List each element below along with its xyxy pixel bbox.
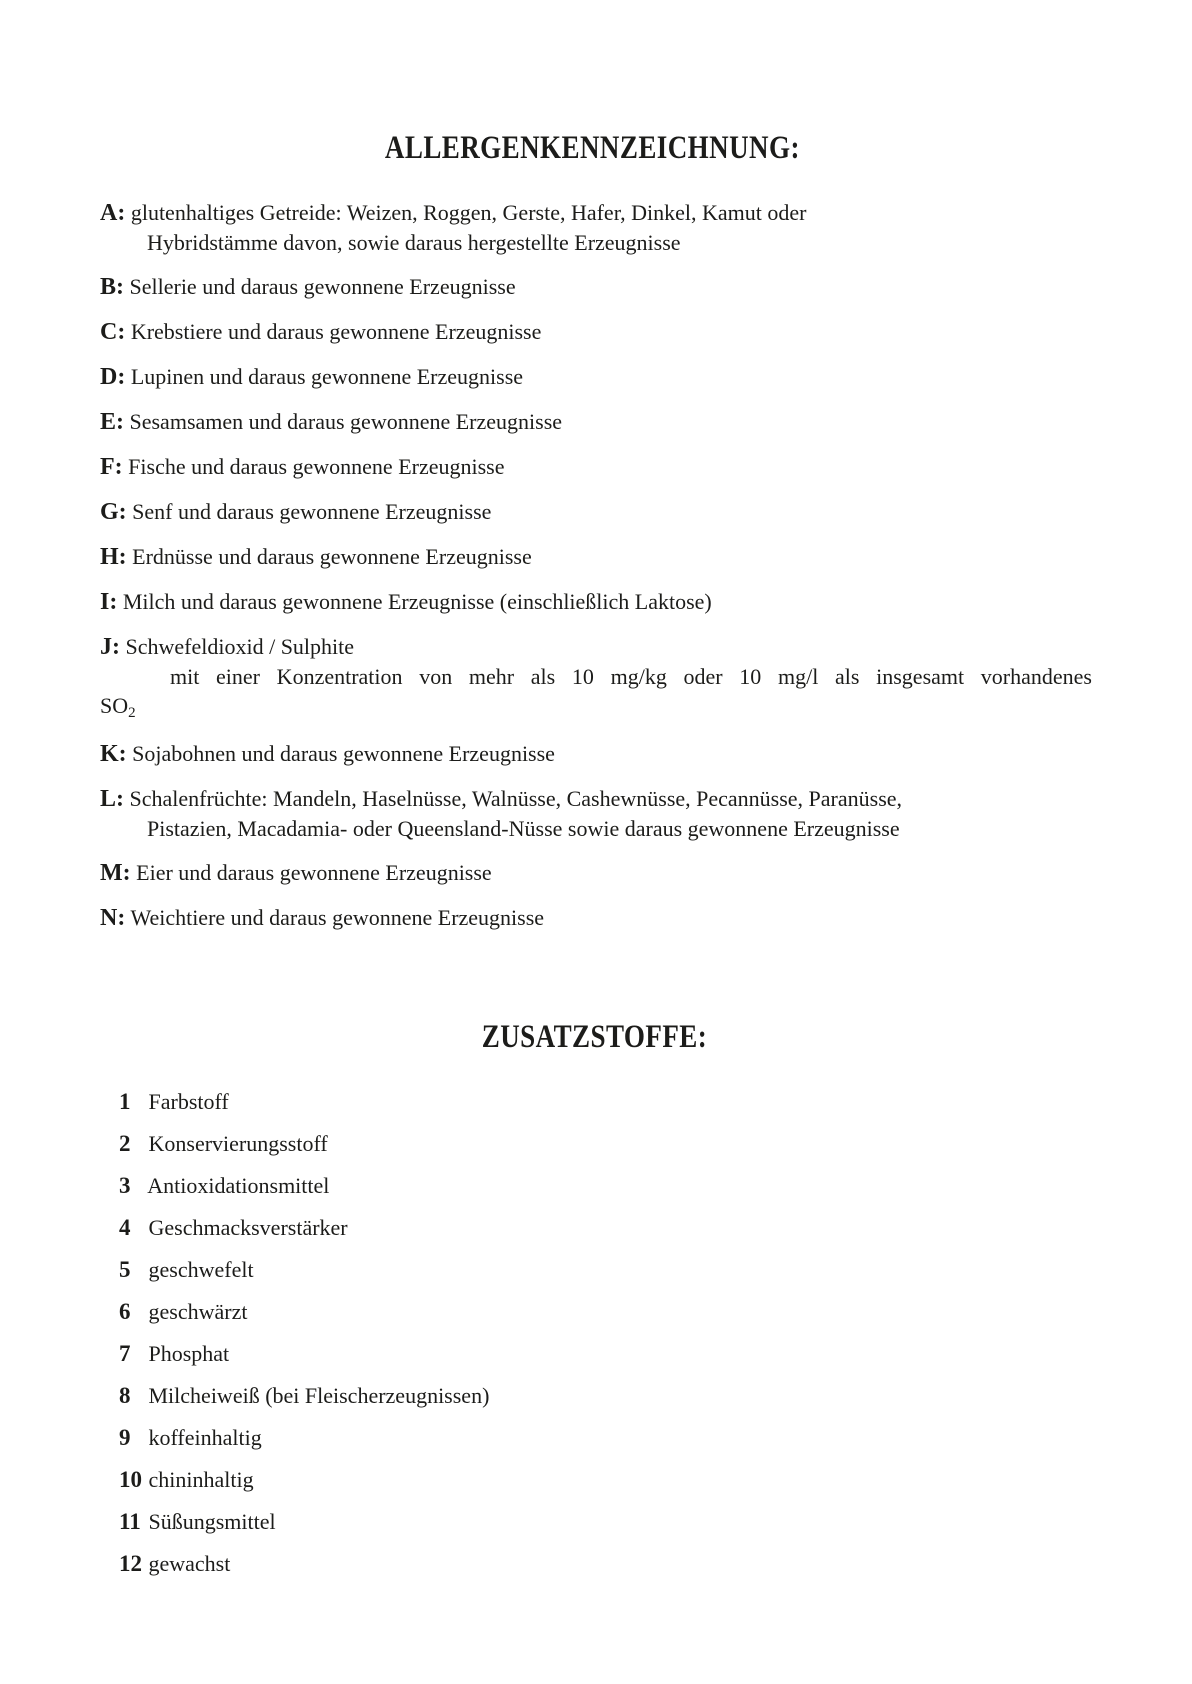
additive-item-10 [100, 1465, 1092, 1494]
allergen-text: Lupinen und daraus gewonnene Erzeugnisse [130, 364, 524, 389]
allergen-text: Eier und daraus gewonnene Erzeugnisse [136, 860, 492, 885]
allergen-line [100, 784, 1092, 814]
allergen-text: Schwefeldioxid / Sulphite [125, 634, 355, 659]
additive-label: Phosphat [148, 1341, 230, 1366]
allergen-letter: G: [100, 499, 127, 525]
additive-item-3 [100, 1171, 1092, 1200]
allergen-text: Krebstiere und daraus gewonnene Erzeugnisse [130, 319, 542, 344]
allergen-item-m [100, 858, 1092, 888]
allergen-line [100, 272, 1092, 302]
allergen-line [100, 542, 1092, 572]
additive-item-7 [100, 1339, 1092, 1368]
allergen-line [100, 858, 1092, 888]
additive-label: chininhaltig [148, 1467, 254, 1492]
additive-label: geschwärzt [148, 1299, 248, 1324]
allergen-text-continuation: Hybridstämme davon, sowie daraus hergestellte Erzeugnisse [147, 230, 681, 255]
additive-number: 3 [119, 1173, 131, 1198]
allergen-text: glutenhaltiges Getreide: Weizen, Roggen, Gerste, Hafer, Dinkel, Kamut oder [130, 200, 807, 225]
additive-number: 2 [119, 1131, 131, 1156]
allergen-text-continuation: Pistazien, Macadamia- oder Queensland-Nüsse sowie daraus gewonnene Erzeugnisse [147, 816, 900, 841]
allergen-line [100, 362, 1092, 392]
additive-item-6 [100, 1297, 1092, 1326]
allergen-text-so2 [100, 691, 1092, 724]
allergen-letter: E: [100, 409, 124, 435]
allergen-line [100, 903, 1092, 933]
allergen-line [100, 587, 1092, 617]
allergen-letter: D: [100, 364, 126, 390]
additive-number: 1 [119, 1089, 131, 1114]
additive-number: 4 [119, 1215, 131, 1240]
additive-label: gewachst [148, 1551, 231, 1576]
so2-subscript: 2 [128, 705, 136, 721]
additive-label: Farbstoff [148, 1089, 229, 1114]
additive-number: 12 [119, 1551, 142, 1576]
additive-number: 6 [119, 1299, 131, 1324]
allergen-line [100, 632, 1092, 662]
allergen-text: Schalenfrüchte: Mandeln, Haselnüsse, Walnüsse, Cashewnüsse, Pecannüsse, Paranüsse, [129, 786, 903, 811]
allergen-item-c [100, 317, 1092, 347]
allergen-letter: M: [100, 860, 131, 886]
allergen-text: Sellerie und daraus gewonnene Erzeugnisse [129, 274, 516, 299]
allergen-letter: N: [100, 905, 126, 931]
allergen-line [100, 317, 1092, 347]
allergen-line [100, 407, 1092, 437]
additive-number: 11 [119, 1509, 141, 1534]
additives-list [100, 1087, 1092, 1578]
allergen-item-f [100, 452, 1092, 482]
allergen-item-k [100, 739, 1092, 769]
allergen-item-l [100, 784, 1092, 843]
additive-number: 10 [119, 1467, 142, 1492]
allergen-item-n [100, 903, 1092, 933]
additive-number: 8 [119, 1383, 131, 1408]
allergens-section-title [100, 128, 1092, 168]
additive-label: Milcheiweiß (bei Fleischerzeugnissen) [148, 1383, 490, 1408]
allergen-text: Fische und daraus gewonnene Erzeugnisse [128, 454, 505, 479]
additive-label: Antioxidationsmittel [147, 1173, 330, 1198]
allergen-text: Senf und daraus gewonnene Erzeugnisse [132, 499, 492, 524]
allergen-letter: J: [100, 634, 120, 660]
additive-item-8 [100, 1381, 1092, 1410]
additive-number: 7 [119, 1341, 131, 1366]
allergen-letter: C: [100, 319, 126, 345]
allergen-letter: L: [100, 786, 124, 812]
additive-label: koffeinhaltig [148, 1425, 262, 1450]
additive-label: geschwefelt [148, 1257, 254, 1282]
allergen-item-a [100, 198, 1092, 257]
allergen-text: Sesamsamen und daraus gewonnene Erzeugnisse [129, 409, 563, 434]
additive-item-2 [100, 1129, 1092, 1158]
allergen-letter: H: [100, 544, 127, 570]
additive-number: 5 [119, 1257, 131, 1282]
additive-label: Geschmacksverstärker [148, 1215, 348, 1240]
allergen-letter: F: [100, 454, 123, 480]
additive-item-1 [100, 1087, 1092, 1116]
allergen-item-j [100, 632, 1092, 724]
additives-section-title-text: ZUSATZSTOFFE: [481, 1019, 707, 1055]
allergen-line [100, 497, 1092, 527]
allergen-text: Milch und daraus gewonnene Erzeugnisse (einschließlich Laktose) [122, 589, 712, 614]
so2-base: SO [100, 693, 129, 718]
additive-item-12 [100, 1549, 1092, 1578]
allergen-item-i [100, 587, 1092, 617]
allergens-section-title-text: ALLERGENKENNZEICHNUNG: [384, 130, 800, 166]
allergen-line [100, 452, 1092, 482]
allergen-line [100, 198, 1092, 228]
allergen-text: Erdnüsse und daraus gewonnene Erzeugnisse [132, 544, 532, 569]
allergen-text: Weichtiere und daraus gewonnene Erzeugnisse [130, 905, 545, 930]
allergen-list [100, 198, 1092, 933]
allergen-letter: B: [100, 274, 124, 300]
allergen-letter: A: [100, 200, 126, 226]
additive-item-11 [100, 1507, 1092, 1536]
allergen-line [100, 739, 1092, 769]
allergen-item-e [100, 407, 1092, 437]
allergen-letter: I: [100, 589, 118, 615]
additives-section-title [100, 1017, 1092, 1057]
allergen-letter: K: [100, 741, 127, 767]
additive-label: Konservierungsstoff [148, 1131, 328, 1156]
allergen-text: Sojabohnen und daraus gewonnene Erzeugnisse [132, 741, 555, 766]
allergen-text-concentration: mit einer Konzentration von mehr als 10 mg/kg oder 10 mg/l als insgesamt vorhandenes [170, 664, 1092, 689]
allergen-item-g [100, 497, 1092, 527]
additive-item-4 [100, 1213, 1092, 1242]
allergen-item-d [100, 362, 1092, 392]
additive-number: 9 [119, 1425, 131, 1450]
additive-label: Süßungsmittel [148, 1509, 276, 1534]
allergen-item-h [100, 542, 1092, 572]
additive-item-9 [100, 1423, 1092, 1452]
additive-item-5 [100, 1255, 1092, 1284]
allergen-item-b [100, 272, 1092, 302]
